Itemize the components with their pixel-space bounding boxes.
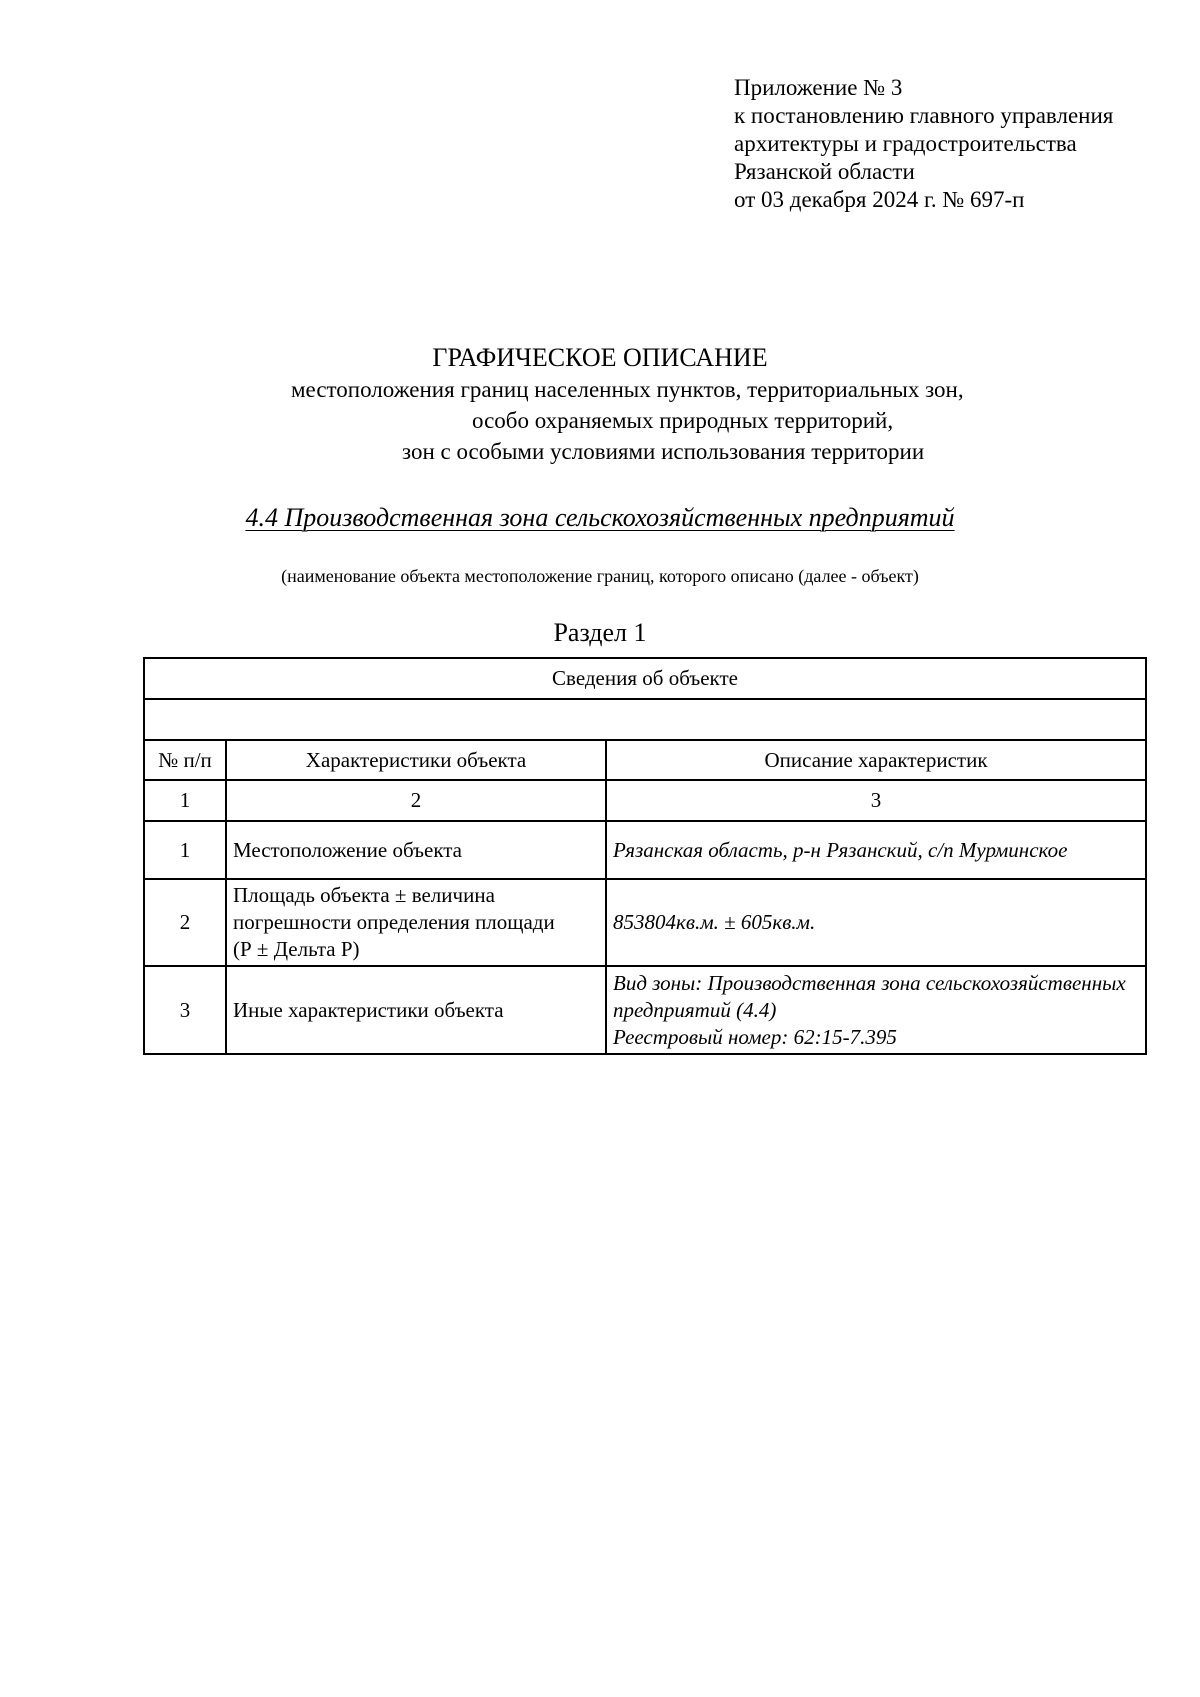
table-empty-row bbox=[144, 699, 1146, 740]
appendix-line: Приложение № 3 bbox=[734, 75, 903, 100]
object-name-caption: (наименование объекта местоположение границ, которого описано (далее - объект) bbox=[281, 566, 919, 586]
table-caption-row bbox=[144, 658, 1146, 699]
row-characteristic bbox=[226, 879, 606, 966]
row-description: Рязанская область, р-н Рязанский, с/п Мурминское bbox=[606, 821, 1146, 879]
row-characteristic: Иные характеристики объекта bbox=[226, 966, 606, 1054]
row-characteristic: Местоположение объекта bbox=[226, 821, 606, 879]
table-header-row bbox=[144, 740, 1146, 780]
table-row bbox=[144, 821, 1146, 879]
table-row bbox=[144, 879, 1146, 966]
appendix-line: от 03 декабря 2024 г. № 697-п bbox=[734, 187, 1025, 212]
appendix-line: к постановлению главного управления bbox=[734, 103, 1114, 128]
description-line: предприятий (4.4) bbox=[613, 997, 777, 1022]
table-caption: Сведения об объекте bbox=[144, 658, 1146, 699]
row-description bbox=[606, 966, 1146, 1054]
row-number: 2 bbox=[144, 879, 226, 966]
column-number: 3 bbox=[606, 780, 1146, 821]
subtitle-line: местоположения границ населенных пунктов, территориальных зон, bbox=[291, 377, 964, 402]
header-number: № п/п bbox=[144, 740, 226, 780]
subtitle-line: зон с особыми условиями использования территории bbox=[402, 439, 925, 464]
row-number: 3 bbox=[144, 966, 226, 1054]
appendix-line: архитектуры и градостроительства bbox=[734, 131, 1077, 156]
header-characteristic: Характеристики объекта bbox=[226, 740, 606, 780]
row-description: 853804кв.м. ± 605кв.м. bbox=[606, 879, 1146, 966]
subtitle-line: особо охраняемых природных территорий, bbox=[472, 408, 894, 433]
object-name bbox=[0, 500, 1200, 536]
column-number: 2 bbox=[226, 780, 606, 821]
description-line: Вид зоны: Производственная зона сельскохозяйственных bbox=[613, 970, 1126, 995]
section-title: Раздел 1 bbox=[553, 618, 647, 647]
table-row bbox=[144, 966, 1146, 1054]
empty-cell bbox=[144, 699, 1146, 740]
header-description: Описание характеристик bbox=[606, 740, 1146, 780]
row-number: 1 bbox=[144, 821, 226, 879]
appendix-line: Рязанской области bbox=[734, 159, 915, 184]
column-number: 1 bbox=[144, 780, 226, 821]
document-title: ГРАФИЧЕСКОЕ ОПИСАНИЕ bbox=[432, 343, 768, 372]
object-info-table bbox=[143, 657, 1147, 1055]
object-name-text: 4.4 Производственная зона сельскохозяйственных предприятий bbox=[245, 503, 955, 532]
characteristic-line: (Р ± Дельта Р) bbox=[233, 937, 360, 961]
characteristic-line: погрешности определения площади bbox=[233, 910, 555, 934]
appendix-header bbox=[734, 74, 1113, 214]
characteristic-line: Площадь объекта ± величина bbox=[233, 883, 495, 907]
column-number-row bbox=[144, 780, 1146, 821]
description-line: Реестровый номер: 62:15-7.395 bbox=[613, 1024, 897, 1049]
